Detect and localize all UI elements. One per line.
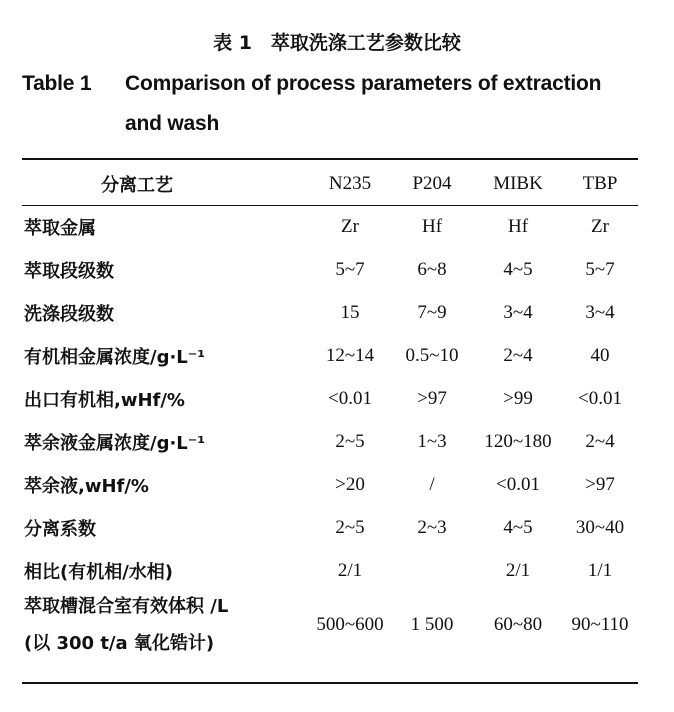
cell: 500~600 bbox=[316, 614, 384, 635]
cell: 0.5~10 bbox=[405, 344, 459, 366]
row-label-line1: 萃取槽混合室有效体积 /L bbox=[24, 596, 229, 617]
cell: 4~5 bbox=[503, 516, 533, 538]
table-row bbox=[22, 248, 638, 291]
row-label: 萃余液,wHf/% bbox=[24, 475, 149, 497]
cell: >99 bbox=[503, 387, 533, 409]
cell: 2/1 bbox=[505, 559, 531, 581]
row-label: 萃取段级数 bbox=[24, 260, 114, 282]
header-row bbox=[22, 162, 638, 205]
cell: 60~80 bbox=[493, 614, 543, 635]
row-label-line2: (以 300 t/a 氧化锆计) bbox=[24, 633, 215, 654]
cell: 2~5 bbox=[335, 516, 365, 538]
cell: 2~5 bbox=[335, 430, 365, 452]
cell: 1~3 bbox=[417, 430, 447, 452]
cell: 120~180 bbox=[484, 430, 552, 452]
cell: 6~8 bbox=[417, 258, 447, 280]
row-label bbox=[22, 588, 294, 662]
table-caption bbox=[22, 72, 601, 96]
header-cell: TBP bbox=[582, 172, 618, 194]
cell: Hf bbox=[507, 215, 529, 237]
cell: 7~9 bbox=[417, 301, 447, 323]
top-rule bbox=[22, 158, 638, 160]
table-row bbox=[22, 549, 638, 592]
table-row bbox=[22, 205, 638, 248]
row-label: 分离系数 bbox=[24, 518, 96, 540]
row-label: 出口有机相,wHf/% bbox=[24, 389, 185, 411]
row-label: 有机相金属浓度/g·L⁻¹ bbox=[24, 346, 206, 368]
cell: 2~3 bbox=[417, 516, 447, 538]
cell: 3~4 bbox=[585, 301, 615, 323]
cell: 3~4 bbox=[503, 301, 533, 323]
table-row bbox=[22, 420, 638, 463]
cell: <0.01 bbox=[578, 387, 622, 409]
table-row bbox=[22, 506, 638, 549]
caption-label: Table 1 bbox=[22, 72, 92, 95]
header-cell: 分离工艺 bbox=[101, 174, 173, 196]
header-cell: MIBK bbox=[493, 172, 543, 194]
cell: 15 bbox=[340, 301, 360, 323]
header-cell: P204 bbox=[412, 172, 452, 194]
cell: 2~4 bbox=[503, 344, 533, 366]
cell: 40 bbox=[590, 344, 610, 366]
table-row bbox=[22, 334, 638, 377]
table-title: 表 1 萃取洗涤工艺参数比较 bbox=[213, 32, 461, 54]
cell: 1 500 bbox=[410, 614, 454, 635]
cell: 2/1 bbox=[337, 559, 363, 581]
row-label: 洗涤段级数 bbox=[24, 303, 114, 325]
table-row bbox=[22, 377, 638, 420]
cell: 30~40 bbox=[575, 516, 625, 538]
cell: >97 bbox=[585, 473, 615, 495]
cell: Zr bbox=[341, 215, 359, 237]
table-row bbox=[22, 592, 638, 658]
cell: <0.01 bbox=[496, 473, 540, 495]
cell: 2~4 bbox=[585, 430, 615, 452]
row-label: 萃余液金属浓度/g·L⁻¹ bbox=[24, 432, 206, 454]
cell: Zr bbox=[591, 215, 609, 237]
row-label: 萃取金属 bbox=[24, 217, 96, 239]
table-row bbox=[22, 291, 638, 334]
cell: / bbox=[429, 473, 435, 495]
cell: 90~110 bbox=[571, 614, 629, 635]
cell: >20 bbox=[335, 473, 365, 495]
cell: 5~7 bbox=[335, 258, 365, 280]
cell: 12~14 bbox=[325, 344, 375, 366]
table-row bbox=[22, 463, 638, 506]
cell: 1/1 bbox=[587, 559, 613, 581]
cell: 5~7 bbox=[585, 258, 615, 280]
caption-text-line2: and wash bbox=[125, 112, 220, 135]
bottom-rule bbox=[22, 682, 638, 684]
header-cell: N235 bbox=[328, 172, 372, 194]
cell: <0.01 bbox=[328, 387, 372, 409]
cell: 4~5 bbox=[503, 258, 533, 280]
cell: Hf bbox=[421, 215, 443, 237]
row-label: 相比(有机相/水相) bbox=[24, 561, 174, 583]
caption-text: Comparison of process parameters of extraction bbox=[125, 72, 602, 95]
cell: >97 bbox=[417, 387, 447, 409]
